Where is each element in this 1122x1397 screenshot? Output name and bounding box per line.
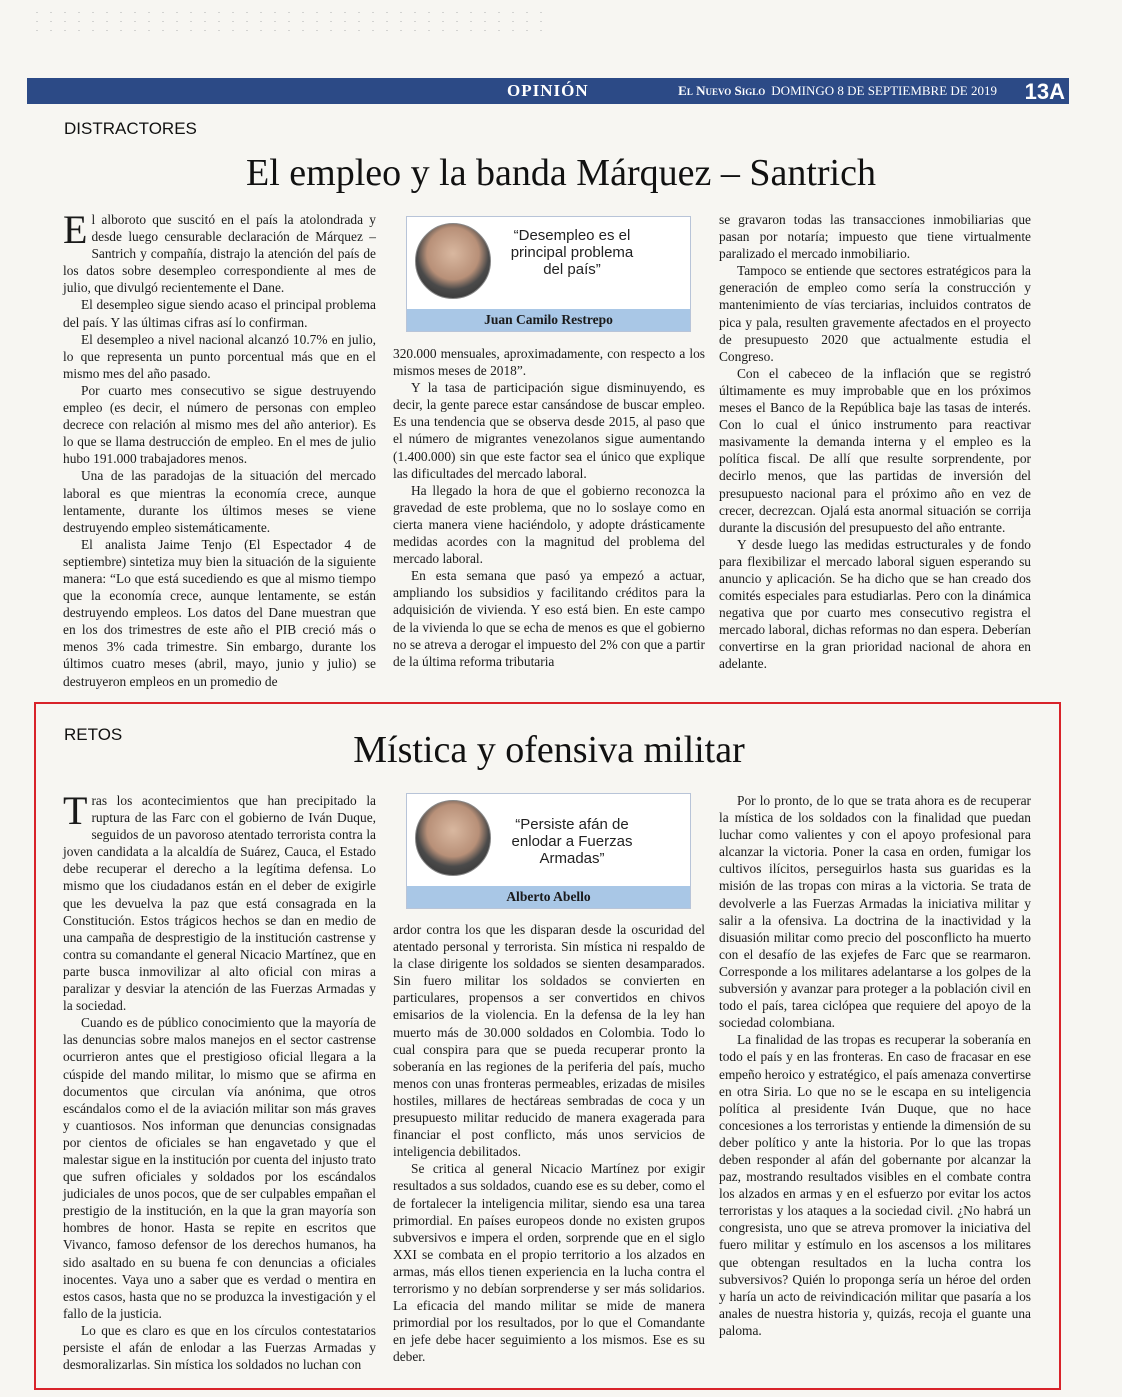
article1-column-1 [63, 207, 376, 690]
article2-kicker: RETOS [64, 725, 123, 744]
paragraph: se gravaron todas las transacciones inmobiliarias que pasan por notaría; impuesto que tiene virtualmente paralizado el mercado inmobiliario. [719, 212, 1031, 262]
publication-info [678, 83, 997, 99]
publication-date: DOMINGO 8 DE SEPTIEMBRE DE 2019 [771, 83, 997, 98]
paragraph: El desempleo a nivel nacional alcanzó 10.7% en julio, lo que representa un punto porcentual más que en el mismo mes del año pasado. [63, 331, 376, 381]
paragraph: ras los acontecimientos que han precipitado la ruptura de las Farc con el gobierno de Iván Duque, seguidos de un pavoroso atentado terrorista contra la joven candidata a la alcaldía de Suárez, Cauca, el Estado debe recuperar el derecho a la legítima defensa. Lo mismo que los ciudadanos están en el deber de exigirle que les devuelva la paz que está consagrada en la Constitución. Estos trágicos hechos se dan en medio de una campaña de desprestigio de la institución castrense y contra su comandante el general Nicacio Martínez, que en parte busca inmovilizar al alto oficial con miras a paralizar y desviar la atención de las Fuerzas Armadas y la sociedad. [63, 793, 376, 1014]
article1-title: El empleo y la banda Márquez – Santrich [246, 152, 876, 194]
paragraph: Se critica al general Nicacio Martínez por exigir resultados a sus soldados, cuando ese es su deber, como el de fortalecer la inteligencia militar, siendo esa una tarea primordial. En países europeos donde no existen grupos subversivos e impera el orden, sorprende que en el siglo XXI se combata en el propio territorio a los alzados en armas, más ellos tienen experiencia en la lucha contra el terrorismo y no debían sorprenderse y ser más solidarios. La eficacia del mando militar se mide de manera primordial por los resultados, por lo que el Comandante en jefe debe hacer seguimiento a los mismos. Ese es su deber. [393, 1161, 705, 1365]
section-name: OPINIÓN [507, 81, 589, 100]
paragraph: l alboroto que suscitó en el país la atolondrada y desde luego censurable declaración de Márquez – Santrich y compañía, distrajo la atención del país de los datos sobre desempleo correspondiente al mes de julio, que divulgó recientemente el Dane. [63, 212, 376, 296]
article1-column-3 [719, 211, 1031, 673]
paragraph: Y la tasa de participación sigue disminuyendo, es decir, la gente parece estar cansándose de buscar empleo. Es una tendencia que se observa desde 2015, al paso que el número de migrantes venezolanos sigue aumentando (1.400.000) sin que este factor sea el único que explique las dificultades del mercado laboral. [393, 380, 705, 481]
paragraph: Con el cabeceo de la inflación que se registró últimamente es muy improbable que en los próximos meses el Banco de la República baje las tasas de interés. Con lo cual el único instrumento para reactivar masivamente la demanda interna y el empleo es la política fiscal. De allí que resulte sorprendente, por decirlo menos, que las partidas de inversión del presupuesto nacional para el próximo año en vez de crecer, decrezcan. Ojalá esta anormal situación se corrija durante la discusión del presupuesto del año entrante. [719, 365, 1031, 535]
paragraph: Ha llegado la hora de que el gobierno reconozca la gravedad de este problema, que no lo soslaye como en cierta manera viene haciéndolo, y adopte drásticamente medidas acordes con la magnitud del problema del mercado laboral. [393, 482, 705, 567]
author-name: Alberto Abello [407, 886, 690, 908]
article2-column-1 [63, 788, 376, 1373]
paragraph: 320.000 mensuales, aproximadamente, con respecto a los mismos meses de 2018”. [393, 346, 705, 379]
page-number: 13A [1024, 79, 1065, 104]
scan-noise [30, 8, 550, 38]
paragraph: El analista Jaime Tenjo (El Espectador 4 de septiembre) sintetiza muy bien la situación de la siguiente manera: “Lo que está sucediendo es que al mismo tiempo que la economía crece, aunque lentamente, se están destruyendo empleos. Los datos del Dane muestran que en los dos trimestres de este año el PIB creció más o menos 3% cada trimestre. Sin embargo, durante los últimos cuatro meses (abril, mayo, junio y julio) se destruyeron empleos en un promedio de [63, 536, 376, 689]
drop-cap: E [63, 207, 88, 252]
paragraph: ardor contra los que les disparan desde la oscuridad del atentado personal y terrorista. Sin mística ni respaldo de la clase dirigente los soldados se sienten desamparados. Sin fuero militar los soldados se convierten en particulares, propensos a ser convertidos en chivos emisarios de la violencia. En la defensa de la ley han muerto más de 30.000 soldados en Colombia. Todo lo cual conspira para que se pueda recuperar pronto la soberanía en las regiones de la periferia del país, mucho menos con unas fronteras permeables, erizadas de misiles hostiles, millares de hectáreas sembradas de coca y un presupuesto militar reducido de manera exagerada para financiar el post conflicto, más unos servicios de inteligencia debilitados. [393, 922, 705, 1160]
paragraph: Cuando es de público conocimiento que la mayoría de las denuncias sobre malos manejos en el sector castrense ocurrieron antes que el prestigioso oficial llegara a la cúspide del mando militar, lo mismo que se afirma en documentos que circulan vía anónima, que otros escándalos como el de la aviación militar son más graves y cuantiosos. Nos informan que denuncias consignadas por cientos de oficiales se han engavetado y que el malestar sigue en la institución por cuenta del injusto trato que sufren oficiales y soldados por los escándalos judiciales de unos pocos, que de ser culpables empañan el prestigio de la institución, en la que la gran mayoría son hombres de honor. Hasta se repite en escritos que Vivanco, famoso defensor de los derechos humanos, ha sido asaltado en su buena fe con denuncias a oficiales inocentes. Vaya uno a saber que es verdad o mentira en estos casos, hasta que no se produzca la investigación y el fallo de la justicia. [63, 1015, 376, 1321]
paragraph: Por cuarto mes consecutivo se sigue destruyendo empleo (es decir, el número de personas con empleo decrece con relación al mismo mes del año anterior). Es lo que se llama destrucción de empleo. En el mes de julio hubo 191.000 trabajadores menos. [63, 382, 376, 467]
paragraph: Por lo pronto, de lo que se trata ahora es de recuperar la mística de los soldados con la finalidad que puedan luchar como valientes y con el apoyo profesional para alcanzar la victoria. Poner la casa en orden, fumigar los cultivos ilícitos, perseguirlos hasta sus guaridas es la misión de las tropas con miras a la victoria. Se trata de devolverle a las Fuerzas Armadas la iniciativa militar y salir a la ofensiva. La doctrina de la inactividad y la disuasión militar como precio del posconflicto ha muerto con el desafío de las exjefes de Farc que se rearmaron. Corresponde a los militares adelantarse a los golpes de la subversión y avanzar para proteger a la población civil en todo el país, tarea ciclópea que requiere del apoyo de la sociedad colombiana. [719, 793, 1031, 1031]
paragraph: Tampoco se entiende que sectores estratégicos para la generación de empleo como sería la construcción y mantenimiento de vías terciarias, incluidos contratos de pica y pala, resulten gravemente afectados en el proyecto de presupuesto 2020 que actualmente estudia el Congreso. [719, 263, 1031, 364]
author-photo [415, 800, 491, 876]
article1-kicker: DISTRACTORES [64, 119, 197, 138]
paragraph: Y desde luego las medidas estructurales y de fondo para flexibilizar el mercado laboral siguen esperando su anuncio y aplicación. Se ha dicho que se han creado dos comités especiales para estudiarlas. Pero con la dinámica negativa que por cuarto mes consecutivo registra el mercado laboral, dichas reformas no dan espera. Deberían convertirse en la gran prioridad nacional de ahora en adelante. [719, 536, 1031, 672]
article1-column-2 [393, 345, 705, 670]
pullquote-text: “Desempleo es el principal problema del país” [510, 227, 634, 278]
author-name: Juan Camilo Restrepo [407, 309, 690, 331]
article2-column-2 [393, 921, 705, 1365]
article1-pullquote-box [406, 216, 691, 332]
pullquote-text: “Persiste afán de enlodar a Fuerzas Armadas” [511, 816, 633, 867]
paragraph: Una de las paradojas de la situación del mercado laboral es que mientras la economía crece, aunque lentamente, durante los últimos meses se viene destruyendo empleo sistemáticamente. [63, 468, 376, 535]
paragraph: La finalidad de las tropas es recuperar la soberanía en todo el país y en las fronteras. En caso de fracasar en ese empeño heroico y estratégico, el país amenaza convertirse en otra Siria. Lo que no se le escapa en su inteligencia política al presidente Iván Duque, que no hace concesiones a los terroristas y entiende la dimensión de su deber político y ante la historia. Por lo que las tropas deben responder al afán del gobernante por alcanzar la paz, mostrando resultados visibles en el combate contra los alzados en armas y en el esfuerzo por evitar los actos terroristas y los ataques a la sociedad civil. ¿No habrá un congresista, uno que se atreva promover la iniciativa del fuero militar y estímulo en los ascensos a los militares que obtengan resultados en la lucha contra los subversivos? Quién lo proponga sería un héroe del orden y haría un acto de reivindicación militar que pasaría a los anales de nuestra historia y, quizás, recoja el guante una paloma. [719, 1032, 1031, 1338]
paragraph: Lo que es claro es que en los círculos contestatarios persiste el afán de enlodar a las Fuerzas Armadas y desmoralizarlas. Sin mística los soldados no luchan con [63, 1322, 376, 1373]
publication-name: El Nuevo Siglo [678, 83, 766, 98]
page-header-bar [27, 78, 1069, 104]
article2-column-3 [719, 792, 1031, 1339]
paragraph: El desempleo sigue siendo acaso el principal problema del país. Y las últimas cifras así lo confirman. [63, 297, 376, 330]
drop-cap: T [63, 788, 88, 833]
paragraph: En esta semana que pasó ya empezó a actuar, ampliando los subsidios y facilitando créditos para la adquisición de vivienda. Y eso está bien. En este campo de la vivienda lo que se echa de menos es que el gobierno no se atreva a derogar el impuesto del 2% con que a partir de la última reforma tributaria [393, 568, 705, 669]
author-photo [415, 223, 491, 299]
article2-pullquote-box [406, 793, 691, 909]
article2-title: Mística y ofensiva militar [353, 729, 745, 771]
